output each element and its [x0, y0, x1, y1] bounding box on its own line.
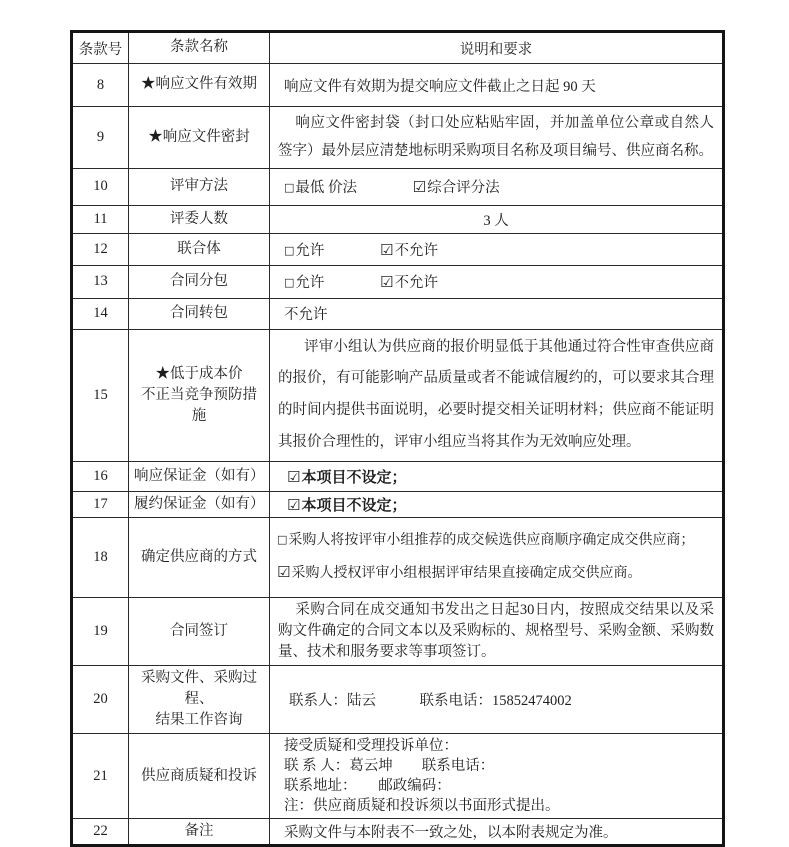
option-unchecked: [284, 271, 324, 292]
option-checked: [275, 466, 717, 487]
table-row: [72, 518, 724, 598]
description-cell: [270, 819, 724, 846]
clause-name-cell: 评委人数: [129, 205, 270, 233]
clause-no-cell: 13: [72, 265, 129, 298]
clause-name-cell: 供应商质疑和投诉: [129, 734, 270, 819]
clause-no-cell: 21: [72, 734, 129, 819]
option-unchecked: [284, 176, 357, 197]
clause-name-cell: 响应保证金（如有）: [129, 462, 270, 492]
description-cell: [270, 329, 724, 462]
clause-name-cell: 备注: [129, 819, 270, 846]
checkbox-checked-icon: ☑: [287, 496, 301, 515]
table-row: [72, 329, 724, 462]
clause-no-cell: 10: [72, 168, 129, 205]
clause-no-cell: 8: [72, 64, 129, 107]
description-cell: [270, 64, 724, 107]
description-cell: [270, 205, 724, 233]
description-cell: [270, 518, 724, 598]
table-row: [72, 64, 724, 107]
clause-no-cell: 9: [72, 107, 129, 169]
clause-name-cell: 联合体: [129, 233, 270, 265]
table-row: [72, 462, 724, 492]
checkbox-checked-icon: ☑: [287, 468, 301, 487]
description-paragraph: 响应文件密封袋（封口处应粘贴牢固，并加盖单位公章或自然人签字）最外层应清楚地标明采购项目名称及项目编号、供应商名称。: [278, 115, 714, 160]
option-label: 采购人授权评审小组根据评审结果直接确定成交供应商。: [291, 565, 642, 581]
clause-name-line: 结果工作咨询: [155, 712, 243, 729]
description-cell: [270, 265, 724, 298]
clause-name-cell: 确定供应商的方式: [129, 518, 270, 598]
description-cell: [270, 598, 724, 666]
clause-no-cell: 15: [72, 329, 129, 462]
table-row: [72, 265, 724, 298]
option-label: 不允许: [394, 242, 438, 259]
option-label: 不允许: [394, 275, 438, 292]
checkbox-checked-icon: ☑: [380, 273, 394, 292]
table-row: [72, 298, 724, 329]
description-paragraph: 评审小组认为供应商的报价明显低于其他通过符合性审查供应商的报价，有可能影响产品质量或者不能诚信履约的，可以要求其合理的时间内提供书面说明，必要时提交相关证明材料；供应商不能证明其报价合理性的，评审小组应当将其作为无效响应处理。: [278, 338, 714, 451]
option-label: 采购人将按评审小组推荐的成交候选供应商顺序确定成交供应商；: [288, 533, 695, 549]
option-unchecked: [277, 530, 717, 552]
option-label: 综合评分法: [427, 180, 500, 197]
clause-name-cell: 评审方法: [129, 168, 270, 205]
clause-name-cell: ★响应文件密封: [129, 107, 270, 169]
checkbox-checked-icon: ☑: [277, 562, 291, 581]
clause-no-cell: 22: [72, 819, 129, 846]
description-cell: [270, 168, 724, 205]
header-clause-no: 条款号: [72, 32, 129, 64]
header-description: 说明和要求: [270, 32, 724, 64]
option-label: 本项目不设定；: [301, 470, 407, 487]
clause-no-cell: 17: [72, 492, 129, 518]
clause-name-cell: 合同转包: [129, 298, 270, 329]
table-row: [72, 205, 724, 233]
option-checked: [413, 176, 500, 197]
clause-name-cell: [129, 329, 270, 462]
clause-no-cell: 14: [72, 298, 129, 329]
description-line: 响应文件有效期为提交响应文件截止之日起 90 天: [284, 78, 596, 95]
table-row: [72, 734, 724, 819]
clause-name-line: 采购文件、采购过程、: [141, 670, 257, 708]
description-cell: [270, 107, 724, 169]
header-clause-name: 条款名称: [129, 32, 270, 64]
clause-name-cell: 合同分包: [129, 265, 270, 298]
option-unchecked: [284, 239, 324, 260]
clause-name-cell: 履约保证金（如有）: [129, 492, 270, 518]
description-line: 联系地址： 邮政编码：: [284, 778, 451, 795]
checkbox-checked-icon: ☑: [380, 240, 394, 259]
option-label: 本项目不设定；: [301, 498, 407, 515]
checkbox-unchecked-icon: □: [284, 181, 295, 195]
description-cell: [270, 666, 724, 734]
checkbox-unchecked-icon: □: [277, 533, 288, 547]
table-row: [72, 666, 724, 734]
clause-no-cell: 19: [72, 598, 129, 666]
clause-no-cell: 12: [72, 233, 129, 265]
clause-name-cell: [129, 666, 270, 734]
description-line: 接受质疑和受理投诉单位：: [284, 738, 458, 755]
description-line: 3 人: [483, 212, 509, 229]
checkbox-unchecked-icon: □: [284, 276, 295, 290]
clauses-table: [70, 30, 725, 847]
table-row: [72, 598, 724, 666]
table-row: [72, 819, 724, 846]
checkbox-unchecked-icon: □: [284, 243, 295, 257]
clause-no-cell: 16: [72, 462, 129, 492]
clause-no-cell: 18: [72, 518, 129, 598]
clause-name-cell: ★响应文件有效期: [129, 64, 270, 107]
table-row: [72, 492, 724, 518]
description-cell: [270, 298, 724, 329]
clause-no-cell: 20: [72, 666, 129, 734]
description-cell: [270, 734, 724, 819]
table-row: [72, 107, 724, 169]
option-label: 允许: [295, 242, 325, 259]
option-checked: [380, 239, 438, 260]
option-label: 允许: [295, 275, 325, 292]
table-row: [72, 233, 724, 265]
contact-line: 联系人：陆云 联系电话：15852474002: [289, 693, 572, 710]
clause-name-cell: 合同签订: [129, 598, 270, 666]
table-row: [72, 168, 724, 205]
clause-name-line: 不正当竞争预防措施: [141, 386, 257, 424]
option-checked: [277, 560, 717, 585]
description-cell: [270, 492, 724, 518]
option-label: 最低 价法: [295, 180, 358, 197]
description-paragraph: 采购合同在成交通知书发出之日起30日内，按照成交结果以及采购文件确定的合同文本以及采购标的、规格型号、采购金额、采购数量、技术和服务要求等事项签订。: [278, 602, 714, 661]
description-line: 不允许: [284, 307, 328, 324]
table-header-row: [72, 32, 724, 64]
description-line: 采购文件与本附表不一致之处，以本附表规定为准。: [284, 825, 618, 842]
clause-no-cell: 11: [72, 205, 129, 233]
option-checked: [275, 494, 717, 515]
description-line: 联 系 人：葛云坤 联系电话：: [284, 758, 495, 775]
description-line: 注：供应商质疑和投诉须以书面形式提出。: [284, 798, 560, 815]
description-cell: [270, 462, 724, 492]
description-cell: [270, 233, 724, 265]
checkbox-checked-icon: ☑: [412, 178, 427, 197]
clause-name-line: ★低于成本价: [155, 365, 243, 382]
option-checked: [380, 271, 438, 292]
